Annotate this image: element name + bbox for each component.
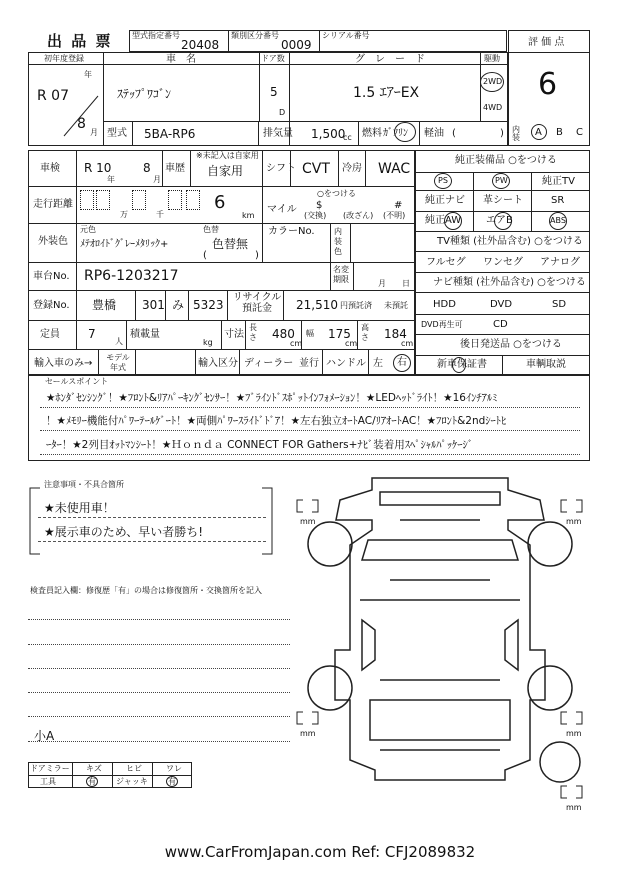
height-value: 184	[384, 327, 407, 341]
color-label: 外装色	[38, 236, 68, 247]
legend-jack-yes: 有	[168, 777, 176, 786]
tread-mm-rr: mm	[566, 729, 582, 738]
reg-number: 5323	[193, 298, 224, 312]
first-reg-year: R 07	[37, 88, 69, 104]
year-label: 年	[84, 70, 92, 79]
paren-close-2: )	[255, 250, 259, 261]
legend-kizu: キズ	[86, 764, 102, 773]
opt-navi: 純正ナビ	[425, 195, 465, 206]
opt-sr: SR	[551, 195, 565, 206]
sales-line-2: ！★ﾒﾓﾘｰ機能付ﾊﾟﾜｰﾃｰﾙｹﾞｰﾄ！★両側ﾊﾟﾜｰｽﾗｲﾄﾞﾄﾞｱ！★左右独立ｵｰﾄAC/ﾘｱｵｰﾄAC！★ﾌﾛﾝﾄ&2ndｼｰﾄﾋ	[46, 415, 507, 427]
navi-type-title: ナビ種類 (社外品含む) ○をつける	[433, 277, 586, 288]
notes-line-1: ★未使用車！	[44, 501, 115, 515]
orig-color: ﾒﾃｵﾛｲﾄﾞｸﾞﾚｰﾒﾀﾘｯｸ+	[80, 239, 169, 250]
inspector-note: 小A	[34, 729, 55, 743]
legend-jack: ジャッキ	[116, 777, 148, 786]
interior-a: A	[535, 127, 542, 138]
tv-type-title: TV種類 (社外品含む) ○をつける	[437, 236, 583, 247]
disp-label: 排気量	[263, 128, 293, 139]
name-change-label: 名変期限	[333, 265, 349, 284]
reg-class: 301	[142, 298, 165, 312]
navi-sd: SD	[552, 299, 567, 310]
reg-kana: み	[172, 298, 185, 312]
handle-left: 左	[373, 358, 383, 369]
man-label: 万	[120, 210, 128, 219]
footer-watermark: www.CarFromJapan.com Ref: CFJ2089832	[164, 843, 476, 861]
type-label: 型式	[107, 128, 127, 139]
load-unit: kg	[203, 338, 213, 347]
reg-area: 豊橋	[92, 298, 117, 312]
dealer-option: ディーラー	[244, 358, 294, 369]
unknown-label: (不明)	[383, 211, 406, 220]
recycle-label: リサイクル預託金	[232, 292, 282, 314]
inspector-label: 検査員記入欄：修復歴「有」の場合は修復箇所・交換箇所を記入	[30, 586, 262, 595]
opt-tv: 純正TV	[542, 176, 575, 187]
exchange-label: (交換)	[304, 211, 327, 220]
chassis-label: 車台No.	[33, 271, 70, 282]
recycle-value: 21,510	[296, 298, 338, 312]
mileage-unit: km	[242, 211, 255, 220]
car-name-label: 車 名	[166, 54, 196, 65]
color-change: 色替無	[212, 237, 249, 251]
dollar: $	[316, 200, 323, 211]
serial-label: シリアル番号	[322, 31, 370, 40]
first-reg-label: 初年度登録	[44, 54, 84, 63]
legend-tools-yes: 有	[88, 777, 96, 786]
model-no: 20408	[181, 38, 220, 52]
length-value: 480	[272, 327, 295, 341]
hash: #	[394, 200, 403, 211]
int-color-label: 内装色	[334, 227, 342, 256]
tread-mm-rl: mm	[300, 729, 316, 738]
interior-b: B	[556, 127, 563, 138]
load-label: 積載量	[130, 329, 160, 340]
opt-abs: ABS	[550, 216, 566, 225]
class-no: 0009	[281, 38, 312, 52]
tread-mm-spare: mm	[566, 803, 582, 812]
dim-label: 寸法	[224, 329, 244, 340]
navi-hdd: HDD	[433, 299, 456, 310]
shaken-year: R 10	[84, 161, 112, 175]
notes-label: 注意事項・不具合箇所	[44, 480, 124, 489]
sales-label: セールスポイント	[45, 377, 109, 386]
capacity-label: 定員	[40, 329, 60, 340]
opt-leather: 革シート	[483, 195, 523, 206]
import-label: 輸入車のみ→	[34, 358, 93, 369]
paren-close: )	[500, 128, 504, 139]
manual: 車輌取説	[526, 359, 566, 370]
legend-hibi: ヒビ	[126, 764, 142, 773]
tv-full: フルセグ	[426, 257, 466, 268]
navi-dvdplay: DVD再生可	[421, 320, 463, 329]
drive-4wd: 4WD	[483, 103, 503, 112]
color-no-label: カラーNo.	[268, 226, 315, 237]
sales-line-1: ★ﾎﾝﾀﾞｾﾝｼﾝｸﾞ！★ﾌﾛﾝﾄ&ﾘｱﾊﾟｰｷﾝｸﾞｾﾝｻｰ！★ﾌﾞﾗｲﾝﾄﾞｽﾎﾟｯﾄｲﾝﾌｫﾒｰｼｮﾝ！★LEDﾍｯﾄﾞﾗｲﾄ！★16ｲﾝﾁｱﾙﾐ	[46, 392, 498, 404]
navi-cd: CD	[493, 319, 508, 330]
car-name: ｽﾃｯﾌﾟﾜｺﾞﾝ	[117, 87, 172, 101]
opt-airbag: エアB	[486, 215, 513, 226]
first-reg-month: 8	[77, 116, 86, 132]
mileage-label: 走行距離	[33, 199, 73, 210]
doors-value: 5	[270, 85, 278, 99]
drive-2wd: 2WD	[483, 77, 503, 86]
mileage-value: 6	[214, 192, 226, 213]
tsukeru-note: ○をつける	[317, 189, 356, 198]
model-no-label: 型式指定番号	[132, 31, 180, 40]
tv-analog: アナログ	[540, 257, 580, 268]
fuel-value: ｶﾞｿﾘﾝ	[383, 128, 408, 139]
interior-label: 内装	[512, 125, 520, 142]
shaken-month-unit: 月	[153, 175, 161, 184]
disp-value: 1,500	[311, 127, 346, 141]
handle-right: 右	[397, 357, 407, 368]
handle-label: ハンドル	[326, 358, 366, 369]
navi-dvd: DVD	[490, 299, 513, 310]
tread-mm-fl: mm	[300, 517, 316, 526]
rating-value: 6	[538, 67, 558, 102]
drive-label: 駆動	[484, 54, 500, 63]
width-unit: cm	[345, 339, 358, 348]
name-change-day: 日	[402, 279, 410, 288]
light-oil-label: 軽油	[424, 128, 444, 139]
legend-door-mirror: ドアミラー	[30, 764, 70, 773]
legend-tools: 工具	[40, 777, 56, 786]
capacity-value: 7	[88, 327, 96, 341]
tv-one: ワンセグ	[483, 257, 523, 268]
ac-label: 冷房	[342, 163, 362, 174]
later-title: 後日発送品 ○をつける	[460, 339, 562, 350]
newcar-warranty: 新車保証書	[437, 359, 487, 370]
length-unit: cm	[290, 339, 303, 348]
grade-value: 1.5 ｴｱｰEX	[353, 85, 420, 101]
shift-value: CVT	[302, 161, 330, 177]
color-change-label: 色替	[203, 225, 219, 234]
reg-label: 登録No.	[33, 300, 70, 311]
type-value: 5BA-RP6	[144, 127, 196, 141]
month-unit: 月	[90, 128, 98, 137]
tread-mm-fr: mm	[566, 517, 582, 526]
class-no-label: 類別区分番号	[231, 31, 279, 40]
opt-ps: PS	[438, 176, 448, 185]
orig-color-label: 元色	[80, 225, 96, 234]
parallel-option: 並行	[299, 358, 319, 369]
width-value: 175	[328, 327, 351, 341]
grade-label: グ レ ー ド	[355, 54, 425, 65]
shift-label: シフト	[266, 163, 296, 174]
tamper-label: (改ざん)	[343, 211, 374, 220]
chassis-value: RP6-1203217	[84, 268, 179, 284]
fuel-label: 燃料	[362, 128, 382, 139]
legend-ware: ワレ	[166, 764, 182, 773]
height-label: 高さ	[361, 323, 369, 342]
usage-value: 自家用	[207, 164, 244, 178]
width-label: 幅	[306, 329, 314, 338]
mile-label: マイル	[267, 204, 297, 215]
form-title: 出 品 票	[47, 32, 113, 50]
notes-line-2: ★展示車のため、早い者勝ち!	[44, 525, 204, 539]
equip-title: 純正装備品 ○をつける	[455, 155, 557, 166]
height-unit: cm	[401, 339, 414, 348]
disp-unit: cc	[343, 133, 352, 142]
shaken-month: 8	[143, 161, 151, 175]
recycle-none: 未預託	[384, 301, 408, 310]
recycle-unit: 円預託済	[340, 301, 372, 310]
import-kind-label: 輸入区分	[198, 358, 238, 369]
doors-label: ドア数	[261, 54, 285, 63]
sales-line-3: ｰﾀｰ！★2列目ｵｯﾄﾏﾝｼｰﾄ！★Ｈｏｎｄａ CONNECT FOR Gathers+ﾅﾋﾞ装着用ｽﾍﾟｼｬﾙﾊﾟｯｹｰｼﾞ	[46, 439, 473, 451]
sen-label: 千	[156, 210, 164, 219]
interior-c: C	[576, 127, 583, 138]
paren-open-2: (	[203, 250, 207, 261]
length-label: 長さ	[249, 323, 257, 342]
rating-label: 評 価 点	[528, 37, 565, 48]
opt-pw: PW	[495, 176, 508, 185]
shaken-year-unit: 年	[107, 175, 115, 184]
paren-open: (	[452, 128, 456, 139]
ac-value: WAC	[378, 161, 411, 177]
name-change-month: 月	[378, 279, 386, 288]
usage-label: 車歴	[165, 163, 185, 174]
model-year-label: モデル年式	[106, 353, 130, 372]
opt-aw: 純正AW	[425, 215, 462, 226]
doors-sub: D	[279, 108, 286, 117]
shaken-label: 車検	[40, 163, 60, 174]
usage-note: ※未記入は自家用	[196, 151, 259, 160]
capacity-unit: 人	[115, 337, 123, 346]
